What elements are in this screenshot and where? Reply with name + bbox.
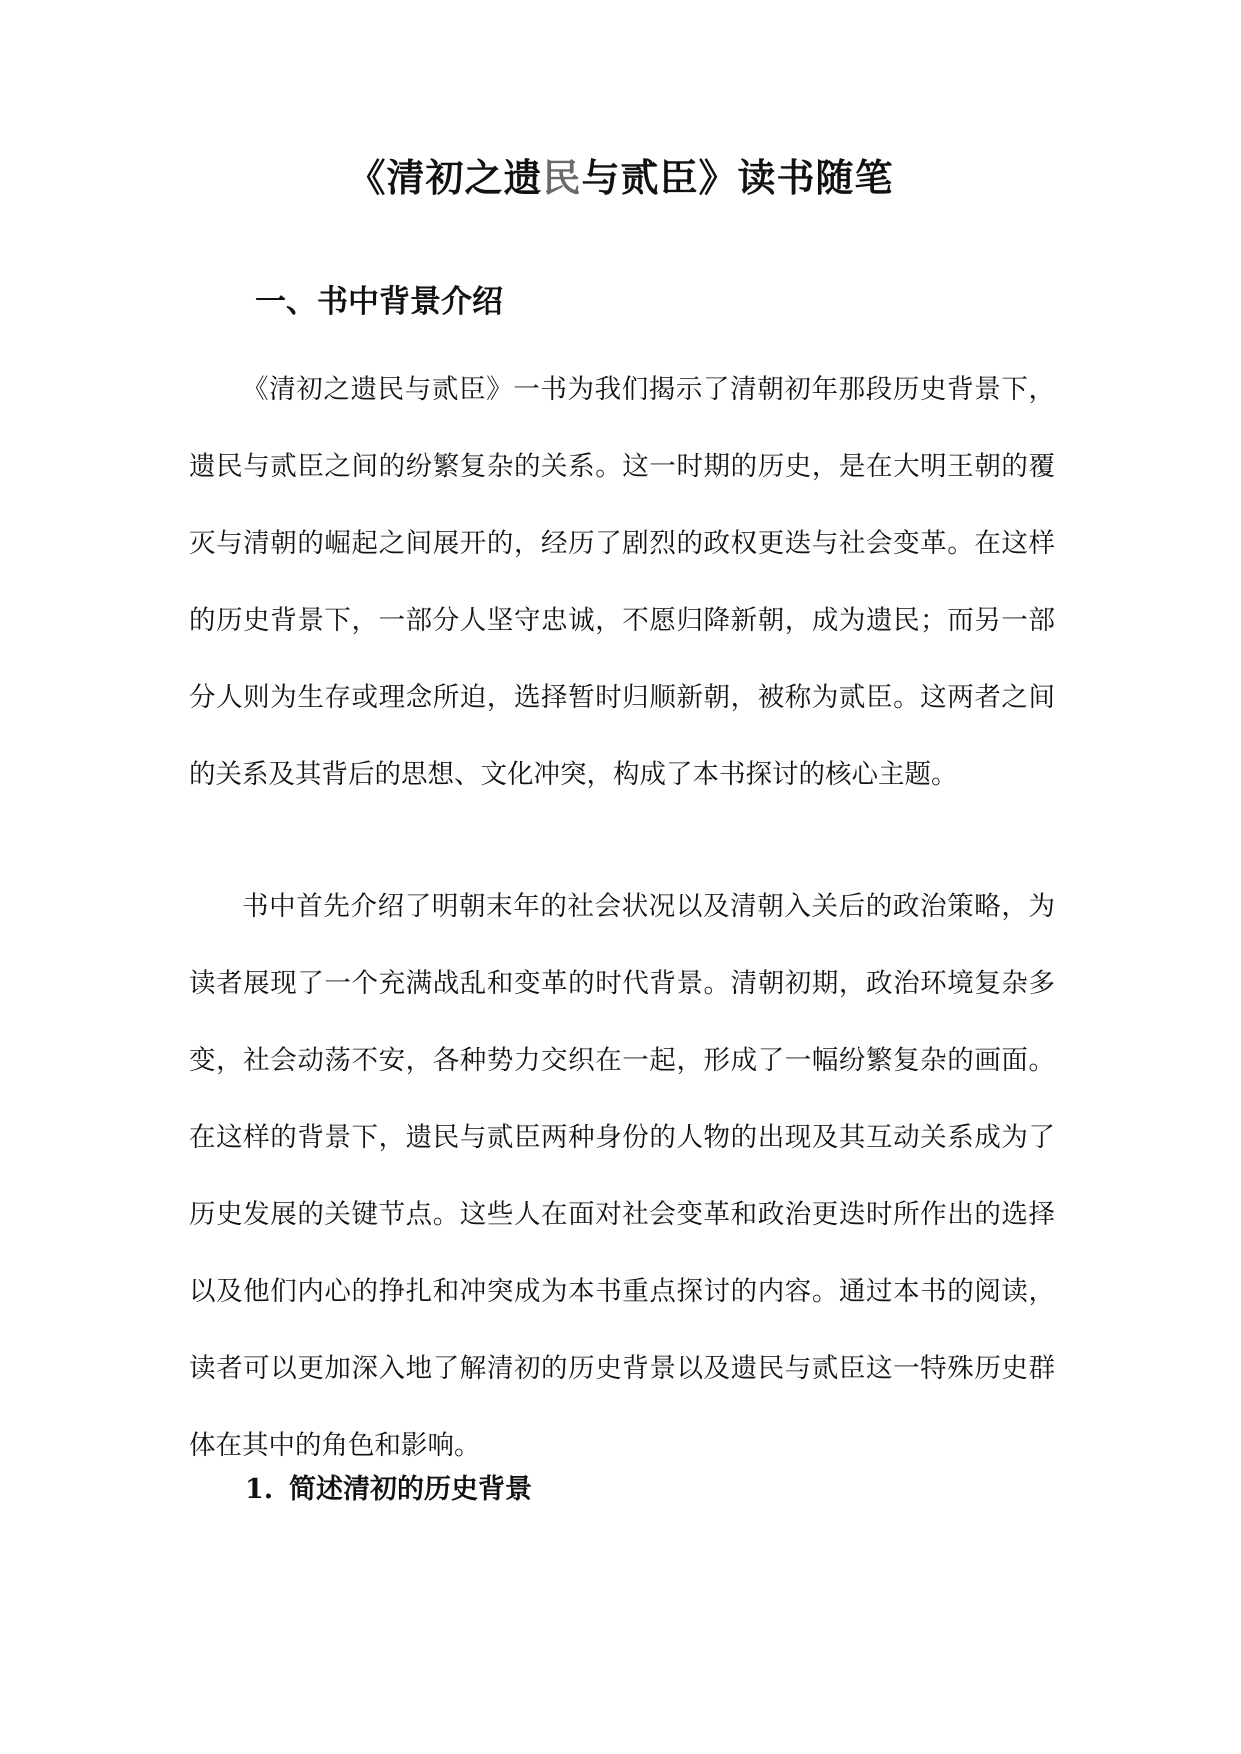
subsection-heading [245, 1468, 532, 1512]
body-paragraph-1: 《清初之遗民与贰臣》一书为我们揭示了清朝初年那段历史背景下，遗民与贰臣之间的纷繁复杂的关系。这一时期的历史，是在大明王朝的覆灭与清朝的崛起之间展开的，经历了剧烈的政权更迭与社会变革。在这样的历史背景下，一部分人坚守忠诚，不愿归降新朝，成为遗民；而另一部分人则为生存或理念所迫，选择暂时归顺新朝，被称为贰臣。这两者之间的关系及其背后的思想、文化冲突，构成了本书探讨的核心主题。 [189, 374, 1055, 790]
title-highlighted-char: 民 [542, 155, 582, 200]
subsection-number: 1. [245, 1474, 274, 1505]
title-part-1: 《清初之遗 [347, 155, 543, 200]
document-title [0, 150, 1241, 206]
title-part-2: 与贰臣》读书随笔 [581, 155, 894, 200]
body-paragraph-2: 书中首先介绍了明朝末年的社会状况以及清朝入关后的政治策略，为读者展现了一个充满战乱和变革的时代背景。清朝初期，政治环境复杂多变，社会动荡不安，各种势力交织在一起，形成了一幅纷繁复杂的画面。在这样的背景下，遗民与贰臣两种身份的人物的出现及其互动关系成为了历史发展的关键节点。这些人在面对社会变革和政治更迭时所作出的选择以及他们内心的挣扎和冲突成为本书重点探讨的内容。通过本书的阅读，读者可以更加深入地了解清初的历史背景以及遗民与贰臣这一特殊历史群体在其中的角色和影响。 [189, 891, 1055, 1461]
section-heading: 一、书中背景介绍 [255, 284, 503, 320]
subsection-title: 简述清初的历史背景 [289, 1474, 532, 1505]
